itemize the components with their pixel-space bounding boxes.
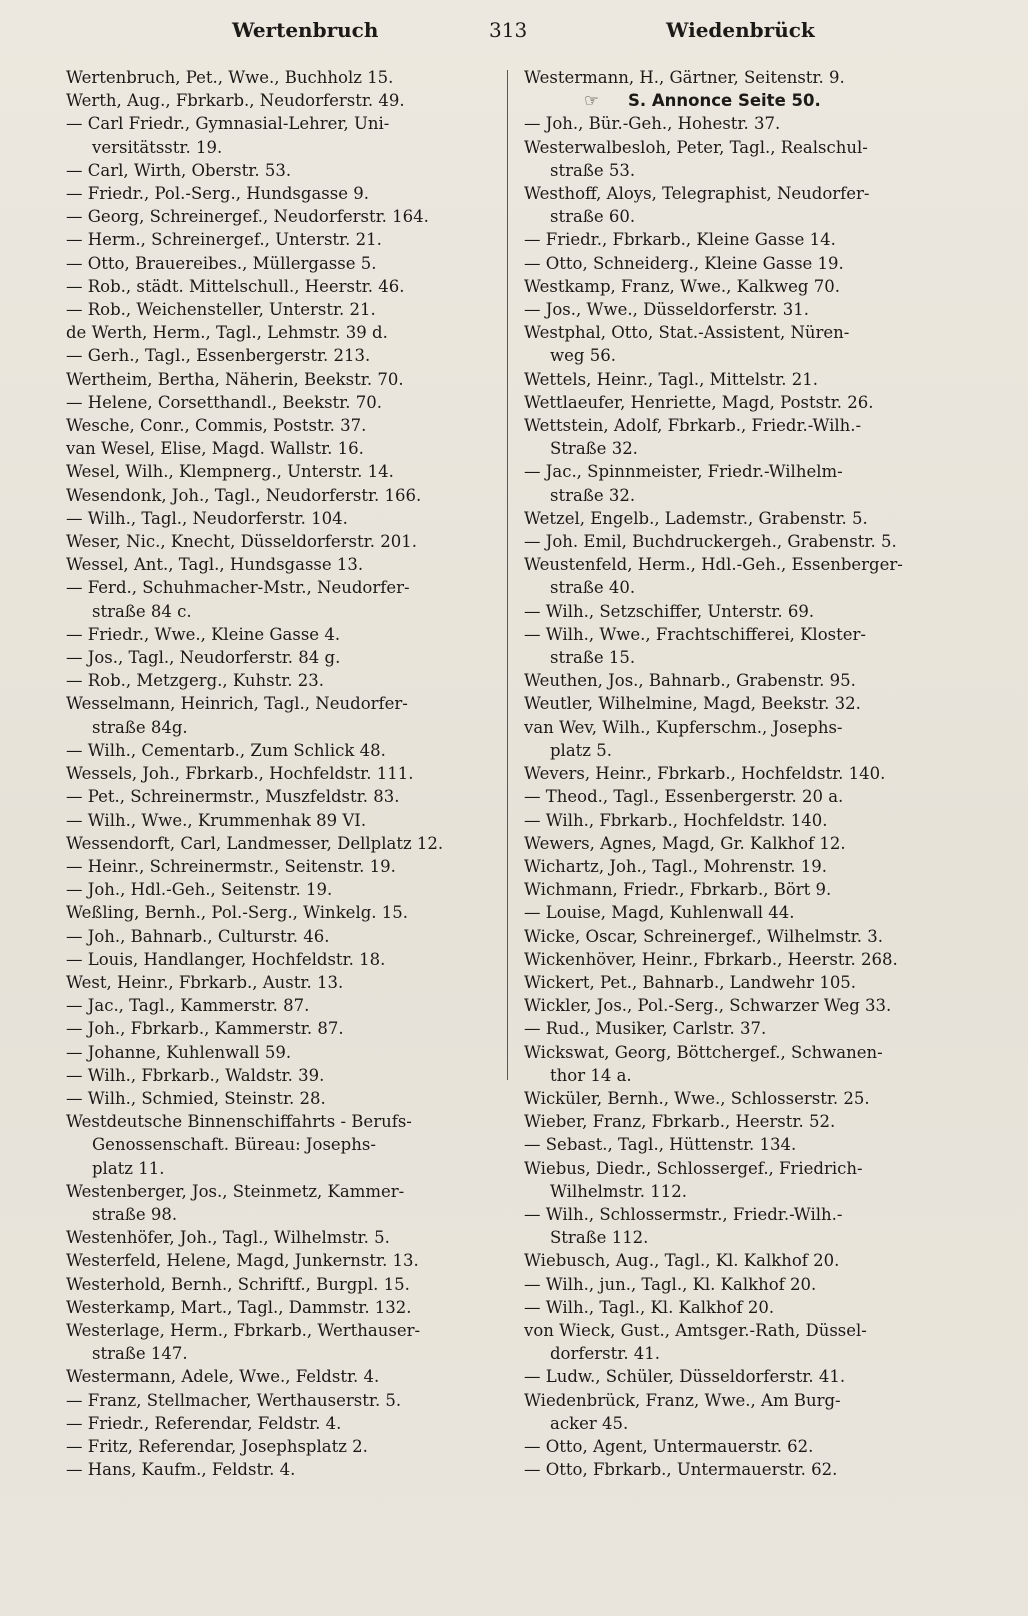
directory-entry: [66, 1249, 506, 1272]
directory-entry: [524, 901, 984, 924]
directory-entry: [524, 1319, 984, 1365]
entry-line: S. Annonce Seite 50.: [628, 91, 821, 111]
entry-line: Westerkamp, Mart., Tagl., Dammstr. 132.: [66, 1297, 412, 1317]
directory-entry: [66, 576, 506, 622]
entry-line: Westermann, Adele, Wwe., Feldstr. 4.: [66, 1367, 380, 1387]
entry-continuation: thor 14 a.: [550, 1065, 632, 1085]
directory-entry: [66, 298, 506, 321]
entry-continuation: straße 15.: [550, 648, 636, 668]
directory-entry: [524, 507, 984, 530]
directory-entry: [524, 948, 984, 971]
right-column: [524, 66, 984, 1481]
entry-line: Wickler, Jos., Pol.-Serg., Schwarzer Weg 33.: [524, 996, 892, 1016]
entry-line: Westermann, H., Gärtner, Seitenstr. 9.: [524, 68, 845, 87]
entry-line: — Joh. Emil, Buchdruckergeh., Grabenstr. 5.: [524, 532, 897, 552]
directory-entry: [524, 855, 984, 878]
entry-line: Wettstein, Adolf, Fbrkarb., Friedr.-Wilh.-: [524, 416, 862, 436]
entry-line: — Wilh., Wwe., Frachtschifferei, Kloster-: [524, 624, 866, 644]
entry-continuation: dorferstr. 41.: [550, 1344, 661, 1364]
entry-continuation: straße 60.: [550, 207, 636, 227]
directory-entry: [66, 925, 506, 948]
entry-line: Wewers, Agnes, Magd, Gr. Kalkhof 12.: [524, 833, 846, 853]
directory-entry: [524, 600, 984, 623]
directory-entry: [66, 623, 506, 646]
directory-entry: [66, 855, 506, 878]
entry-line: — Joh., Bahnarb., Culturstr. 46.: [66, 926, 330, 946]
directory-entry: [66, 89, 506, 112]
entry-line: — Friedr., Referendar, Feldstr. 4.: [66, 1413, 342, 1433]
entry-line: — Jac., Tagl., Kammerstr. 87.: [66, 996, 310, 1016]
entry-line: — Wilh., Cementarb., Zum Schlick 48.: [66, 740, 386, 760]
entry-line: — Heinr., Schreinermstr., Seitenstr. 19.: [66, 856, 396, 876]
directory-entry: [524, 112, 984, 135]
directory-entry: [524, 1365, 984, 1388]
entry-line: — Otto, Agent, Untermauerstr. 62.: [524, 1436, 814, 1456]
directory-entry: [66, 414, 506, 437]
entry-line: van Wev, Wilh., Kupferschm., Josephs-: [524, 717, 843, 737]
directory-entry: [66, 692, 506, 738]
directory-entry: [524, 391, 984, 414]
entry-line: — Herm., Schreinergef., Unterstr. 21.: [66, 230, 382, 250]
directory-entry: [524, 414, 984, 460]
entry-line: Wetzel, Engelb., Lademstr., Grabenstr. 5.: [524, 508, 868, 528]
entry-continuation: acker 45.: [550, 1413, 629, 1433]
directory-entry: [66, 901, 506, 924]
entry-line: Westhoff, Aloys, Telegraphist, Neudorfer-: [524, 184, 870, 204]
directory-entry: [66, 739, 506, 762]
directory-entry: [66, 484, 506, 507]
entry-line: — Joh., Hdl.-Geh., Seitenstr. 19.: [66, 880, 333, 900]
entry-line: — Helene, Corsetthandl., Beekstr. 70.: [66, 392, 382, 412]
directory-entry: [524, 1296, 984, 1319]
entry-line: Wieber, Franz, Fbrkarb., Heerstr. 52.: [524, 1112, 836, 1132]
entry-line: Weuthen, Jos., Bahnarb., Grabenstr. 95.: [524, 671, 856, 691]
entry-line: — Gerh., Tagl., Essenbergerstr. 213.: [66, 346, 371, 366]
directory-entry: [66, 809, 506, 832]
directory-entry: [524, 1203, 984, 1249]
entry-continuation: straße 84 c.: [92, 601, 192, 621]
directory-entry: [524, 971, 984, 994]
directory-entry: [66, 368, 506, 391]
directory-entry: [66, 785, 506, 808]
directory-entry: [66, 1296, 506, 1319]
header-left-keyword: Wertenbruch: [232, 18, 379, 42]
entry-line: — Pet., Schreinermstr., Muszfeldstr. 83.: [66, 787, 400, 807]
directory-entry: [524, 182, 984, 228]
directory-entry: [66, 159, 506, 182]
directory-entry: [66, 66, 506, 89]
directory-entry: [524, 66, 984, 89]
directory-entry: [66, 507, 506, 530]
entry-line: Wiebus, Diedr., Schlossergef., Friedrich-: [524, 1158, 863, 1178]
directory-entry: [524, 89, 984, 112]
directory-entry: [66, 669, 506, 692]
directory-entry: [524, 1133, 984, 1156]
header-right-keyword: Wiedenbrück: [666, 18, 815, 42]
entry-line: Wevers, Heinr., Fbrkarb., Hochfeldstr. 140.: [524, 764, 886, 784]
page-header: [0, 18, 1028, 52]
entry-line: — Wilh., Schlossermstr., Friedr.-Wilh.-: [524, 1204, 843, 1224]
directory-entry: [524, 1110, 984, 1133]
entry-line: — Rob., städt. Mittelschull., Heerstr. 46.: [66, 276, 405, 296]
entry-continuation: platz 5.: [550, 740, 612, 760]
directory-entry: [524, 228, 984, 251]
entry-line: — Wilh., Tagl., Neudorferstr. 104.: [66, 508, 348, 528]
directory-entry: [524, 1157, 984, 1203]
entry-line: — Wilh., Tagl., Kl. Kalkhof 20.: [524, 1297, 775, 1317]
entry-line: — Georg, Schreinergef., Neudorferstr. 164.: [66, 207, 429, 227]
entry-line: — Johanne, Kuhlenwall 59.: [66, 1042, 292, 1062]
entry-line: — Rob., Metzgerg., Kuhstr. 23.: [66, 671, 325, 691]
entry-line: — Otto, Schneiderg., Kleine Gasse 19.: [524, 253, 844, 273]
entry-line: — Jos., Wwe., Düsseldorferstr. 31.: [524, 300, 809, 320]
entry-line: — Carl, Wirth, Oberstr. 53.: [66, 160, 292, 180]
directory-entry: [66, 1458, 506, 1481]
entry-line: — Friedr., Pol.-Serg., Hundsgasse 9.: [66, 184, 369, 204]
entry-continuation: straße 98.: [92, 1204, 178, 1224]
entry-line: Wertheim, Bertha, Näherin, Beekstr. 70.: [66, 369, 404, 389]
left-column: [66, 66, 506, 1481]
entry-continuation: straße 40.: [550, 578, 636, 598]
directory-entry: [524, 623, 984, 669]
directory-entry: [66, 344, 506, 367]
entry-line: Wickert, Pet., Bahnarb., Landwehr 105.: [524, 972, 857, 992]
entry-line: — Louise, Magd, Kuhlenwall 44.: [524, 903, 795, 923]
directory-entry: [66, 460, 506, 483]
directory-entry: [66, 1110, 506, 1180]
entry-line: — Wilh., Schmied, Steinstr. 28.: [66, 1088, 326, 1108]
entry-line: Wertenbruch, Pet., Wwe., Buchholz 15.: [66, 68, 394, 87]
entry-line: Wesendonk, Joh., Tagl., Neudorferstr. 166.: [66, 485, 422, 505]
directory-entry: [524, 692, 984, 715]
directory-entry: [66, 878, 506, 901]
entry-line: Westerfeld, Helene, Magd, Junkernstr. 13.: [66, 1251, 419, 1271]
directory-entry: [66, 1226, 506, 1249]
entry-line: Westenhöfer, Joh., Tagl., Wilhelmstr. 5.: [66, 1228, 390, 1248]
entry-line: — Otto, Fbrkarb., Untermauerstr. 62.: [524, 1460, 838, 1480]
pointing-hand-icon: ☞: [584, 91, 599, 111]
entry-line: de Werth, Herm., Tagl., Lehmstr. 39 d.: [66, 323, 388, 343]
entry-continuation: straße 147.: [92, 1344, 188, 1364]
entry-line: — Jos., Tagl., Neudorferstr. 84 g.: [66, 648, 341, 668]
entry-line: Werth, Aug., Fbrkarb., Neudorferstr. 49.: [66, 91, 405, 111]
directory-entry: [66, 1365, 506, 1388]
entry-continuation: Wilhelmstr. 112.: [550, 1181, 687, 1201]
directory-entry: [66, 1412, 506, 1435]
entry-line: Wessendorft, Carl, Landmesser, Dellplatz 12.: [66, 833, 444, 853]
directory-entry: [524, 530, 984, 553]
entry-line: Weutler, Wilhelmine, Magd, Beekstr. 32.: [524, 694, 861, 714]
directory-entry: [66, 321, 506, 344]
directory-entry: [524, 1249, 984, 1272]
entry-line: — Theod., Tagl., Essenbergerstr. 20 a.: [524, 787, 844, 807]
entry-continuation: straße 53.: [550, 160, 636, 180]
entry-line: West, Heinr., Fbrkarb., Austr. 13.: [66, 972, 344, 992]
directory-entry: [66, 228, 506, 251]
entry-line: — Rud., Musiker, Carlstr. 37.: [524, 1019, 767, 1039]
directory-entry: [66, 832, 506, 855]
entry-line: — Ferd., Schuhmacher-Mstr., Neudorfer-: [66, 578, 410, 598]
directory-entry: [524, 832, 984, 855]
entry-line: — Franz, Stellmacher, Werthauserstr. 5.: [66, 1390, 402, 1410]
entry-line: Westenberger, Jos., Steinmetz, Kammer-: [66, 1181, 405, 1201]
directory-entry: [66, 971, 506, 994]
entry-line: — Wilh., Wwe., Krummenhak 89 VI.: [66, 810, 367, 830]
entry-line: Wicküler, Bernh., Wwe., Schlosserstr. 25.: [524, 1088, 870, 1108]
entry-line: Westphal, Otto, Stat.-Assistent, Nüren-: [524, 323, 850, 343]
directory-entry: [524, 275, 984, 298]
directory-entry: [66, 1064, 506, 1087]
entry-line: — Joh., Bür.-Geh., Hohestr. 37.: [524, 114, 781, 134]
directory-entry: [66, 646, 506, 669]
directory-entry: [524, 1017, 984, 1040]
entry-line: Wickenhöver, Heinr., Fbrkarb., Heerstr. 268.: [524, 949, 898, 969]
entry-line: Weustenfeld, Herm., Hdl.-Geh., Essenberger-: [524, 555, 903, 575]
directory-entry: [524, 298, 984, 321]
directory-entry: [524, 321, 984, 367]
entry-line: — Louis, Handlanger, Hochfeldstr. 18.: [66, 949, 386, 969]
entry-line: Wicke, Oscar, Schreinergef., Wilhelmstr. 3.: [524, 926, 883, 946]
entry-continuation: versitätsstr. 19.: [92, 137, 223, 157]
directory-entry: [524, 994, 984, 1017]
entry-line: Westerwalbesloh, Peter, Tagl., Realschul-: [524, 137, 868, 157]
directory-entry: [66, 1389, 506, 1412]
entry-line: — Jac., Spinnmeister, Friedr.-Wilhelm-: [524, 462, 843, 482]
entry-line: — Rob., Weichensteller, Unterstr. 21.: [66, 300, 376, 320]
entry-line: Westerhold, Bernh., Schriftf., Burgpl. 15.: [66, 1274, 410, 1294]
entry-continuation: straße 32.: [550, 485, 636, 505]
directory-entry: [66, 1273, 506, 1296]
entry-line: Wiedenbrück, Franz, Wwe., Am Burg-: [524, 1390, 841, 1410]
directory-entry: [524, 553, 984, 599]
directory-entry: [66, 948, 506, 971]
entry-line: — Fritz, Referendar, Josephsplatz 2.: [66, 1436, 368, 1456]
entry-line: Wesselmann, Heinrich, Tagl., Neudorfer-: [66, 694, 408, 714]
entry-line: Wichmann, Friedr., Fbrkarb., Bört 9.: [524, 880, 832, 900]
directory-entry: [66, 205, 506, 228]
entry-line: — Wilh., jun., Tagl., Kl. Kalkhof 20.: [524, 1274, 817, 1294]
directory-entry: [66, 1319, 506, 1365]
entry-continuation: Straße 32.: [550, 439, 638, 459]
column-divider: [507, 70, 508, 1080]
entry-line: — Wilh., Fbrkarb., Hochfeldstr. 140.: [524, 810, 828, 830]
directory-entry: [66, 553, 506, 576]
directory-entry: [524, 809, 984, 832]
entry-line: — Wilh., Setzschiffer, Unterstr. 69.: [524, 601, 815, 621]
directory-entry: [524, 1389, 984, 1435]
directory-entry: [66, 530, 506, 553]
entry-line: Wichartz, Joh., Tagl., Mohrenstr. 19.: [524, 856, 828, 876]
directory-entry: [524, 716, 984, 762]
entry-line: Weser, Nic., Knecht, Düsseldorferstr. 201.: [66, 532, 417, 552]
entry-continuation: straße 84g.: [92, 717, 188, 737]
entry-line: Wesel, Wilh., Klempnerg., Unterstr. 14.: [66, 462, 394, 482]
entry-line: Wettels, Heinr., Tagl., Mittelstr. 21.: [524, 369, 819, 389]
entry-line: — Hans, Kaufm., Feldstr. 4.: [66, 1460, 296, 1480]
directory-entry: [524, 1458, 984, 1481]
directory-entry: [66, 182, 506, 205]
directory-entry: [524, 136, 984, 182]
entry-line: — Carl Friedr., Gymnasial-Lehrer, Uni-: [66, 114, 390, 134]
entry-line: Wessel, Ant., Tagl., Hundsgasse 13.: [66, 555, 364, 575]
directory-entry: [66, 1180, 506, 1226]
entry-line: — Joh., Fbrkarb., Kammerstr. 87.: [66, 1019, 344, 1039]
entry-line: Wiebusch, Aug., Tagl., Kl. Kalkhof 20.: [524, 1251, 840, 1271]
directory-entry: [66, 437, 506, 460]
directory-entry: [524, 669, 984, 692]
entry-line: — Friedr., Wwe., Kleine Gasse 4.: [66, 624, 341, 644]
directory-entry: [66, 762, 506, 785]
directory-entry: [524, 368, 984, 391]
directory-entry: [66, 1087, 506, 1110]
directory-entry: [66, 994, 506, 1017]
directory-entry: [524, 1041, 984, 1087]
directory-entry: [66, 1017, 506, 1040]
entry-line: — Friedr., Fbrkarb., Kleine Gasse 14.: [524, 230, 836, 250]
directory-entry: [66, 1041, 506, 1064]
directory-entry: [66, 252, 506, 275]
entry-line: — Sebast., Tagl., Hüttenstr. 134.: [524, 1135, 797, 1155]
entry-line: Westkamp, Franz, Wwe., Kalkweg 70.: [524, 276, 840, 296]
entry-line: — Otto, Brauereibes., Müllergasse 5.: [66, 253, 377, 273]
directory-entry: [524, 252, 984, 275]
directory-entry: [66, 112, 506, 158]
entry-line: Westdeutsche Binnenschiffahrts - Berufs-: [66, 1112, 412, 1132]
entry-line: — Ludw., Schüler, Düsseldorferstr. 41.: [524, 1367, 846, 1387]
entry-line: Wettlaeufer, Henriette, Magd, Poststr. 26.: [524, 392, 874, 412]
entry-line: von Wieck, Gust., Amtsger.-Rath, Düssel-: [524, 1320, 867, 1340]
directory-entry: [524, 925, 984, 948]
directory-entry: [524, 785, 984, 808]
directory-entry: [524, 878, 984, 901]
entry-line: Westerlage, Herm., Fbrkarb., Werthauser-: [66, 1320, 421, 1340]
entry-continuation: Straße 112.: [550, 1228, 649, 1248]
entry-line: Wessels, Joh., Fbrkarb., Hochfeldstr. 111.: [66, 764, 414, 784]
entry-continuation: platz 11.: [92, 1158, 165, 1178]
entry-line: Wesche, Conr., Commis, Poststr. 37.: [66, 416, 367, 436]
entry-line: — Wilh., Fbrkarb., Waldstr. 39.: [66, 1065, 325, 1085]
entry-line: Weßling, Bernh., Pol.-Serg., Winkelg. 15.: [66, 903, 409, 923]
directory-entry: [66, 275, 506, 298]
page-number: 313: [489, 18, 528, 42]
entry-line: Wickswat, Georg, Böttchergef., Schwanen-: [524, 1042, 883, 1062]
directory-entry: [524, 1273, 984, 1296]
directory-entry: [66, 1435, 506, 1458]
directory-entry: [524, 1435, 984, 1458]
directory-entry: [66, 391, 506, 414]
entry-continuation: weg 56.: [550, 346, 616, 366]
entry-continuation: Genossenschaft. Büreau: Josephs-: [92, 1135, 376, 1155]
directory-entry: [524, 762, 984, 785]
directory-entry: [524, 460, 984, 506]
directory-entry: [524, 1087, 984, 1110]
entry-line: van Wesel, Elise, Magd. Wallstr. 16.: [66, 439, 364, 459]
